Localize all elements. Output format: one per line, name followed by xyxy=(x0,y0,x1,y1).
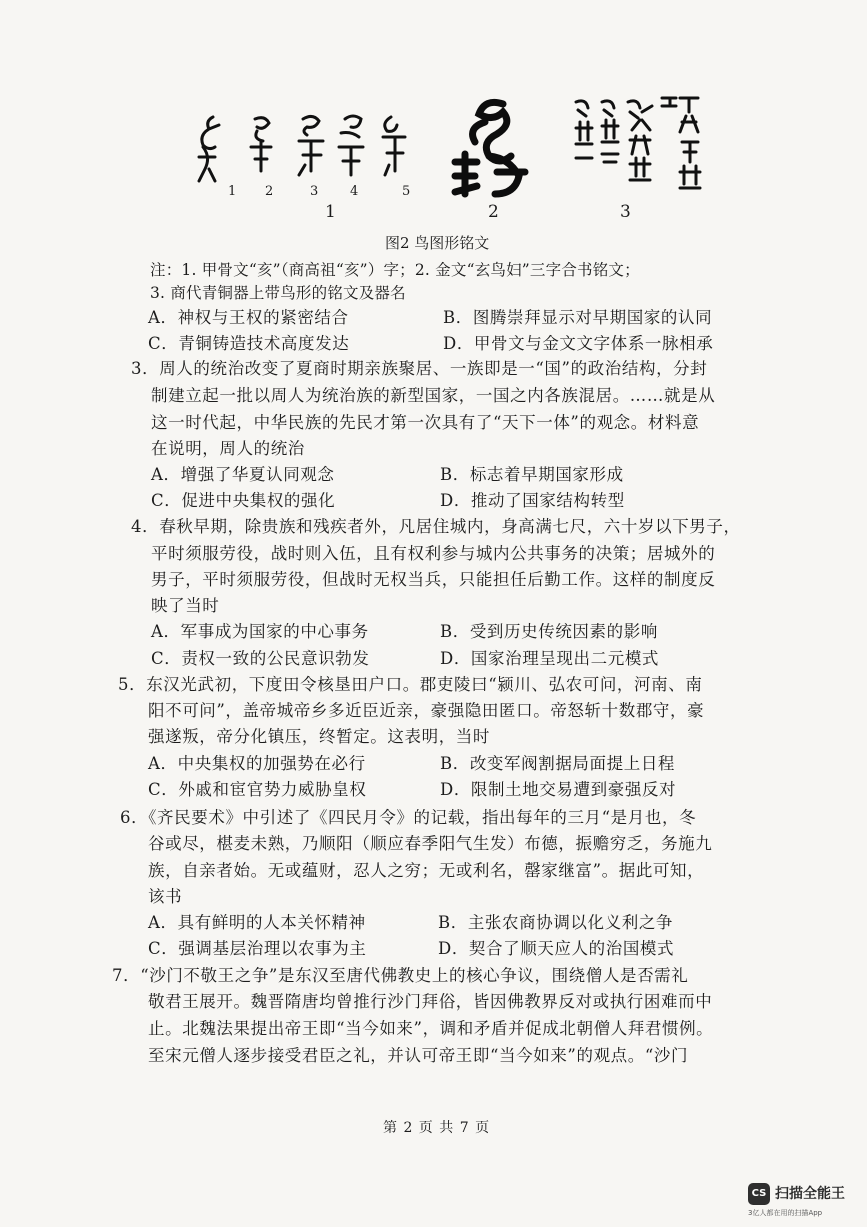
q3-option-d: D．推动了国家结构转型 xyxy=(440,491,625,510)
glyph-number: 5 xyxy=(402,184,411,199)
glyph-number: 4 xyxy=(350,184,359,199)
scanner-app-name: 扫描全能王 xyxy=(775,1186,845,1202)
q6-stem-line: 6．《齐民要术》中引述了《四民月令》的记载，指出每年的三月“是月也，冬 xyxy=(120,808,697,827)
q3-stem-line: 制建立起一批以周人为统治族的新型国家，一国之内各族混居。……就是从 xyxy=(151,386,716,405)
q4-stem-line: 男子，平时须服劳役，但战时无权当兵，只能担任后勤工作。这样的制度反 xyxy=(151,570,716,589)
q4-stem-line: 映了当时 xyxy=(151,596,220,615)
q6-option-b: B．主张农商协调以化义利之争 xyxy=(438,913,674,932)
q2-option-a: A．神权与王权的紧密结合 xyxy=(148,308,349,327)
q2-option-b: B．图腾崇拜显示对早期国家的认同 xyxy=(443,308,713,327)
bronze-inscription-image xyxy=(445,92,545,207)
q2-option-d: D．甲骨文与金文文字体系一脉相承 xyxy=(443,334,714,353)
q5-stem-line: 5．东汉光武初，下度田令核垦田户口。郡吏陵曰“颍川、弘农可问，河南、南 xyxy=(118,675,703,694)
q6-stem-line: 谷或尽，椹麦未熟，乃顺阳（顺应春季阳气生发）布德，振赡穷乏，务施九 xyxy=(148,834,713,853)
q4-option-c: C．责权一致的公民意识勃发 xyxy=(151,649,370,668)
q6-stem-line: 族，自亲者始。无或蕴财，忍人之穷；无或利名，罄家继富”。据此可知， xyxy=(148,861,705,880)
q3-option-c: C．促进中央集权的强化 xyxy=(151,491,336,510)
q6-option-a: A．具有鲜明的人本关怀精神 xyxy=(148,913,366,932)
scanner-logo-icon: CS xyxy=(748,1183,770,1205)
q5-option-d: D．限制土地交易遭到豪强反对 xyxy=(440,780,677,799)
q5-stem-line: 强遂叛，帝分化镇压，终暂定。这表明，当时 xyxy=(148,727,490,746)
q3-stem-line: 在说明，周人的统治 xyxy=(151,439,305,458)
scanner-watermark xyxy=(748,1180,860,1220)
oracle-bone-glyphs-image xyxy=(185,107,420,192)
glyph-number: 3 xyxy=(310,184,319,199)
vessel-inscriptions-image xyxy=(570,92,710,207)
glyph-number: 2 xyxy=(265,184,274,199)
figure-label-1: 1 xyxy=(325,202,336,222)
q6-option-d: D．契合了顺天应人的治国模式 xyxy=(438,939,675,958)
q5-option-b: B．改变军阀割据局面提上日程 xyxy=(440,754,676,773)
figure-note-line: 注：1. 甲骨文“亥”（商高祖“亥”）字；2. 金文“玄鸟妇”三字合书铭文； xyxy=(150,261,640,279)
figure-label-3: 3 xyxy=(620,202,631,222)
q3-stem-line: 3．周人的统治改变了夏商时期亲族聚居、一族即是一“国”的政治结构，分封 xyxy=(131,359,708,378)
q7-stem-line: 7．“沙门不敬王之争”是东汉至唐代佛教史上的核心争议，围绕僧人是否需礼 xyxy=(112,966,689,985)
q4-option-b: B．受到历史传统因素的影响 xyxy=(440,622,658,641)
glyph-number: 1 xyxy=(228,184,237,199)
q3-option-a: A．增强了华夏认同观念 xyxy=(151,465,335,484)
q6-stem-line: 该书 xyxy=(148,887,183,906)
q4-option-d: D．国家治理呈现出二元模式 xyxy=(440,649,660,668)
scanner-tagline: 3亿人都在用的扫描App xyxy=(748,1209,823,1217)
q5-stem-line: 阳不可问”，盖帝城帝乡多近臣近亲，豪强隐田匿口。帝怒斩十数郡守，豪 xyxy=(148,701,705,720)
q3-stem-line: 这一时代起，中华民族的先民才第一次具有了“天下一体”的观念。材料意 xyxy=(151,413,700,432)
figure-caption: 图2 鸟图形铭文 xyxy=(385,234,490,252)
q2-option-c: C．青铜铸造技术高度发达 xyxy=(148,334,350,353)
q7-stem-line: 止。北魏法果提出帝王即“当今如来”，调和矛盾并促成北朝僧人拜君惯例。 xyxy=(148,1019,714,1038)
q4-stem-line: 4．春秋早期，除贵族和残疾者外，凡居住城内，身高满七尺，六十岁以下男子， xyxy=(131,517,741,536)
q7-stem-line: 至宋元僧人逐步接受君臣之礼，并认可帝王即“当今如来”的观点。“沙门 xyxy=(148,1046,689,1065)
figure-label-2: 2 xyxy=(488,202,499,222)
q4-option-a: A．军事成为国家的中心事务 xyxy=(151,622,369,641)
q5-option-c: C．外戚和宦官势力威胁皇权 xyxy=(148,780,367,799)
q3-option-b: B．标志着早期国家形成 xyxy=(440,465,624,484)
q7-stem-line: 敬君王展开。魏晋隋唐均曾推行沙门拜俗，皆因佛教界反对或执行困难而中 xyxy=(148,992,713,1011)
page-number: 第 2 页 共 7 页 xyxy=(383,1120,491,1136)
bird-inscription-figure xyxy=(180,92,720,222)
q5-option-a: A．中央集权的加强势在必行 xyxy=(148,754,366,773)
figure-note-line: 3. 商代青铜器上带鸟形的铭文及器名 xyxy=(150,284,406,302)
q6-option-c: C．强调基层治理以农事为主 xyxy=(148,939,367,958)
q4-stem-line: 平时须服劳役，战时则入伍，且有权利参与城内公共事务的决策；居城外的 xyxy=(151,544,716,563)
